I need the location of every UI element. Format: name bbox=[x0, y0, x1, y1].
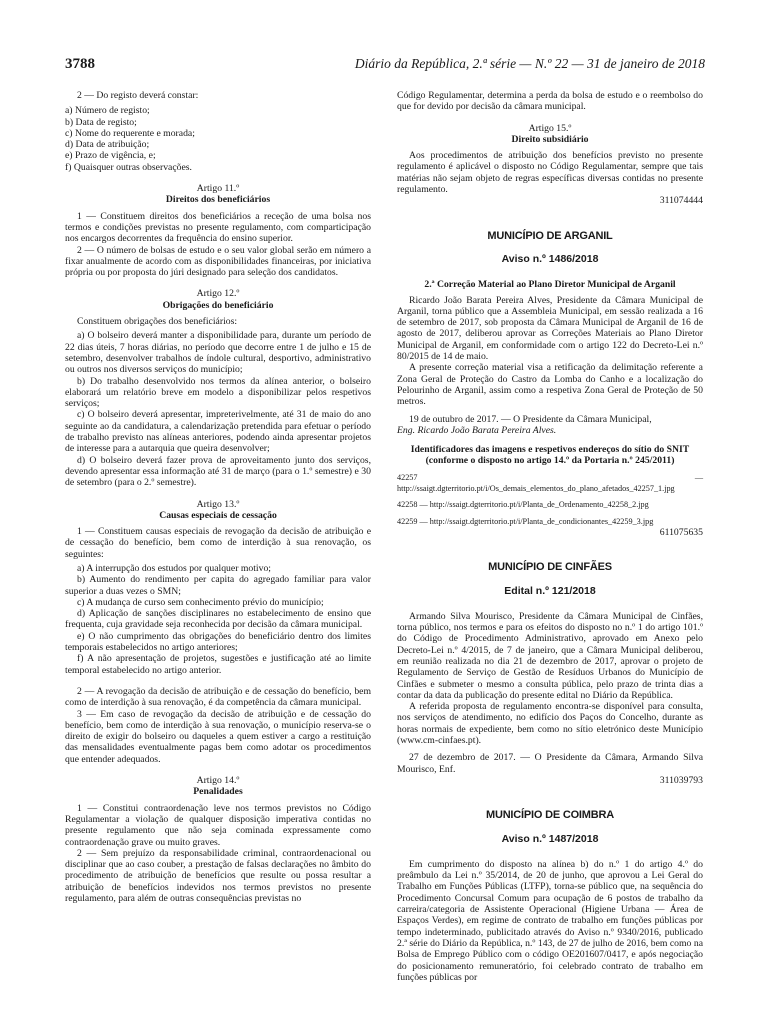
article-13-p1: 1 — Constituem causas especiais de revogação da decisão de atribuição e de cessação do benefício, bem como de interdição à sua renovação, os seguintes: bbox=[65, 526, 371, 560]
article-14-p1: 1 — Constitui contraordenação leve nos termos previstos no Código Regulamentar a violação de qualquer disposição imperativa contidas no presente regulamento que não seja cominada expressamente como contraordenação grave ou muito graves. bbox=[65, 802, 371, 848]
article-15-p: Aos procedimentos de atribuição dos benefícios previsto no presente regulamento é aplicável o disposto no Código Regulamentar, sempre que tais matérias não sejam objeto de regras específicas diversas contidas no presente regulamento. bbox=[397, 150, 703, 196]
article-13-e: e) O não cumprimento das obrigações do beneficiário dentro dos limites temporais estabelecidos no artigo anteriores; bbox=[65, 630, 371, 654]
registo-item-b: b) Data de registo; bbox=[65, 116, 137, 128]
entity-heading-arganil: MUNICÍPIO DE ARGANIL bbox=[487, 229, 613, 242]
continuation-paragraph: Código Regulamentar, determina a perda da bolsa de estudo e o reembolso do que for devido por decisão da câmara municipal. bbox=[397, 90, 703, 113]
article-12-c: c) O bolseiro deverá apresentar, impreterivelmente, até 31 de maio do ano seguinte ao da candidatura, a calendarização pretendida para efetuar o período de trabalho previsto nas alíneas anteriores, podendo ainda apresentar projetos de interesse para a autarquia que queira desenvolver; bbox=[65, 409, 371, 455]
arganil-p2: A presente correção material visa a retificação da delimitação referente a Zona Geral de Proteção do Castro da Lomba do Canho e a localização do Pelourinho de Arganil, assim como a respetiva Zona Geral de Proteção de 50 metros. bbox=[397, 362, 703, 408]
left-column bbox=[65, 90, 371, 904]
article-12-a: a) O bolseiro deverá manter a disponibilidade para, durante um período de 22 dias úteis, 7 horas diárias, no período que decorre entre 1 de julho e 15 de setembro, desenvolver trabalhos de índole cultural, desportivo, administrativo ou outros nos diversos serviços do município; bbox=[65, 330, 371, 376]
article-15-number: Artigo 15.º bbox=[528, 122, 572, 134]
article-12-d: d) O bolseiro deverá fazer prova de aproveitamento junto dos serviços, devendo apresentar essa informação até 31 de março (para o 1.º semestre) e 30 de setembro (para o 2.º semestre). bbox=[65, 454, 371, 489]
aviso-heading-coimbra: Aviso n.º 1487/2018 bbox=[501, 832, 599, 845]
article-14-p2: 2 — Sem prejuízo da responsabilidade criminal, contraordenacional ou disciplinar que ao caso couber, a prestação de falsas declarações no âmbito do procedimento de atribuição de benefícios que resulte ou possa resultar a atribuição de benefícios indevidos nos termos previstos no presente regulamento, para além de outras consequências previstas no bbox=[65, 847, 371, 904]
article-13-f: f) A não apresentação de projetos, sugestões e justificação até ao limite temporal estabelecido no artigo anterior. bbox=[65, 653, 371, 676]
page-number: 3788 bbox=[65, 56, 95, 72]
arganil-p1: Ricardo João Barata Pereira Alves, Presidente da Câmara Municipal de Arganil, torna público que a Assembleia Municipal, em sessão realizada a 16 de setembro de 2017, sob proposta da Câmara Municipal de Arganil de 16 de agosto de 2017, deliberou aprovar as Correções Materiais ao Plano Diretor Municipal de Arganil, em conformidade com o artigo 122 do Decreto-Lei n.º 80/2015 de 14 de maio. bbox=[397, 294, 703, 363]
aviso-heading-arganil: Aviso n.º 1486/2018 bbox=[501, 252, 599, 265]
arganil-sign-name bbox=[397, 425, 703, 436]
article-13-number: Artigo 13.º bbox=[196, 498, 240, 510]
registo-item-d: d) Data de atribuição; bbox=[65, 139, 150, 151]
registo-intro: 2 — Do registo deverá constar: bbox=[77, 90, 199, 101]
article-11-number: Artigo 11.º bbox=[196, 183, 240, 195]
reference-number: 311074444 bbox=[659, 195, 703, 207]
article-12-title: Obrigações do beneficiário bbox=[162, 299, 274, 311]
edital-heading-cinfaes: Edital n.º 121/2018 bbox=[504, 584, 596, 597]
article-15-title: Direito subsidiário bbox=[511, 133, 589, 145]
article-13-c: c) A mudança de curso sem conhecimento prévio do município; bbox=[77, 596, 324, 608]
article-13-title: Causas especiais de cessação bbox=[159, 509, 277, 521]
article-13-d: d) Aplicação de sanções disciplinares no estabelecimento de ensino que frequenta, cuja gravidade seja reconhecida por decisão da câmara municipal. bbox=[65, 608, 371, 631]
article-13-p3: 3 — Em caso de revogação da decisão de atribuição e de cessação do benefício, bem como de interdição à sua renovação, o município reserva-se o direito de exigir do bolseiro ou daqueles a quem estiver a cargo a restituição das mensalidades eventualmente pagas bem como adotar os procedimentos que entender adequados. bbox=[65, 708, 371, 765]
article-12-intro: Constituem obrigações dos beneficiários: bbox=[77, 316, 238, 328]
cinfaes-p1: Armando Silva Mourisco, Presidente da Câmara Municipal de Cinfães, torna público, nos termos e para os efeitos do disposto no n.º 1 do artigo 101.º do Código de Procedimento Administrativo, aprovado em Anexo pelo Decreto-Lei n.º 4/2015, de 7 de janeiro, que a Câmara Municipal deliberou, em reunião realizada no dia 21 de dezembro de 2017, aprovar o projeto de Regulamento de Serviço de Gestão de Resíduos Urbanos do Município de Cinfães e submeter o mesmo a consulta pública, pelo prazo de trinta dias a contar da data da publicação do presente edital no Diário da República. bbox=[397, 610, 703, 701]
reference-number: 611075635 bbox=[659, 526, 703, 538]
signatory-name: Eng. Ricardo João Barata Pereira Alves. bbox=[397, 424, 557, 436]
snit-url-1[interactable]: 42257 — http://ssaigt.dgterritorio.pt/i/Os_demais_elementos_do_plano_afetados_42257_1.jpg bbox=[397, 472, 703, 494]
right-column bbox=[397, 90, 703, 983]
entity-heading-coimbra: MUNICÍPIO DE COIMBRA bbox=[485, 809, 614, 822]
article-11-title: Direitos dos beneficiários bbox=[165, 194, 271, 206]
cinfaes-p2: A referida proposta de regulamento encontra-se disponível para consulta, nos serviços de atendimento, no edifício dos Paços do Concelho, durante as horas normais de expediente, bem como no sítio eletrónico deste Município (www.cm-cinfaes.pt). bbox=[397, 701, 703, 747]
registo-item-f: f) Quaisquer outras observações. bbox=[65, 161, 192, 173]
article-14-title: Penalidades bbox=[193, 786, 243, 798]
arganil-sign-date: 19 de outubro de 2017. — O Presidente da Câmara Municipal, bbox=[409, 413, 652, 425]
article-11-p1: 1 — Constituem direitos dos beneficiários a receção de uma bolsa nos termos e condições previstas no presente regulamento, com comparticipação nos encargos decorrentes da frequência do ensino superior. bbox=[65, 210, 371, 245]
article-12-number: Artigo 12.º bbox=[196, 288, 240, 300]
cinfaes-sign: 27 de dezembro de 2017. — O Presidente da Câmara, Armando Silva Mourisco, Enf. bbox=[397, 752, 703, 775]
reference-number: 311039793 bbox=[659, 774, 703, 786]
coimbra-p1: Em cumprimento do disposto na alínea b) do n.º 1 do artigo 4.º do preâmbulo da Lei n.º 35/2014, de 20 de junho, que aprovou a Lei Geral do Trabalho em Funções Públicas (LTFP), torna-se público que, na sequência do Procedimento Concursal Comum para ocupação de 6 postos de trabalho da carreira/categoria de Assistente Operacional (Higiene Urbana — Área de Espaços Verdes), em regime de contrato de trabalho em funções públicas por tempo indeterminado, publicitado através do Aviso n.º 9340/2016, publicado 2.ª série do Diário da República, n.º 143, de 27 de julho de 2016, bem como na Bolsa de Emprego Público com o código OE201607/0417, e após negociação do posicionamento remuneratório, foi celebrado contrato de trabalho em funções públicas por bbox=[397, 858, 703, 983]
registo-item-c: c) Nome do requerente e morada; bbox=[65, 127, 195, 139]
snit-url-2[interactable]: 42258 — http://ssaigt.dgterritorio.pt/i/Planta_de_Ordenamento_42258_2.jpg bbox=[397, 500, 649, 510]
registo-item-e: e) Prazo de vigência, e; bbox=[65, 150, 156, 162]
article-13-p2: 2 — A revogação da decisão de atribuição e de cessação do benefício, bem como de interdição à sua renovação, é da competência da câmara municipal. bbox=[65, 685, 371, 709]
arganil-subtitle: 2.ª Correção Material ao Plano Diretor Municipal de Arganil bbox=[424, 279, 676, 291]
article-11-p2: 2 — O número de bolsas de estudo e o seu valor global serão em número a fixar anualmente de acordo com as disponibilidades financeiras, por iniciativa própria ou por proposta do júri designado para seleção dos candidatos. bbox=[65, 244, 371, 279]
snit-title: Identificadores das imagens e respetivos endereços do sítio do SNIT (conforme o disposto no artigo 14.º da Portaria n.º 245/2011) bbox=[410, 444, 690, 467]
article-14-number: Artigo 14.º bbox=[196, 775, 240, 787]
page-header bbox=[65, 56, 705, 76]
registo-item-a: a) Número de registo; bbox=[65, 105, 150, 117]
article-12-b: b) Do trabalho desenvolvido nos termos da alínea anterior, o bolseiro elaborará um relatório breve em modelo a disponibilizar pelos respetivos serviços; bbox=[65, 375, 371, 410]
article-13-b: b) Aumento do rendimento per capita do agregado familiar para valor superior a duas vezes o SMN; bbox=[65, 574, 371, 597]
entity-heading-cinfaes: MUNICÍPIO DE CINFÃES bbox=[488, 561, 612, 574]
article-13-a: a) A interrupção dos estudos por qualquer motivo; bbox=[77, 562, 271, 574]
publication-title: Diário da República, 2.ª série — N.º 22 — 31 de janeiro de 2018 bbox=[354, 56, 705, 71]
snit-url-3[interactable]: 42259 — http://ssaigt.dgterritorio.pt/i/Planta_de_condicionantes_42259_3.jpg bbox=[397, 516, 654, 526]
